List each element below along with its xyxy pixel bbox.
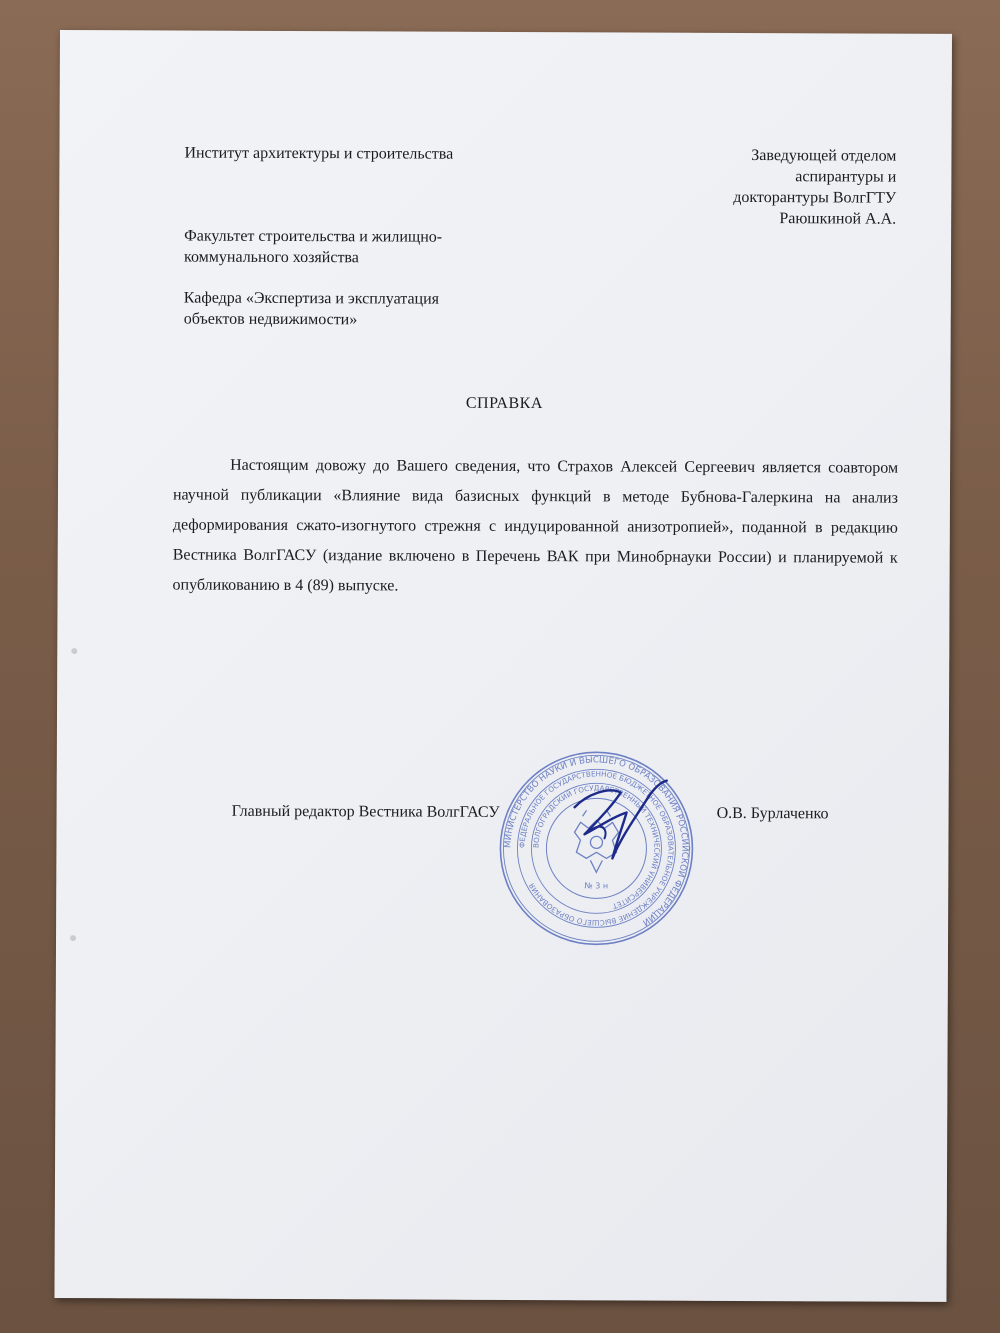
- org-department-line-1: Кафедра «Экспертиза и эксплуатация: [183, 289, 440, 308]
- handwritten-signature: [556, 772, 676, 873]
- org-faculty-line-1: Факультет строительства и жилищно-: [184, 227, 443, 246]
- addressee-line: Раюшкиной А.А.: [779, 210, 897, 228]
- org-faculty-line-2: коммунального хозяйства: [183, 248, 359, 267]
- addressee-line: Заведующей отделом: [751, 147, 897, 165]
- addressee-line: докторантуры ВолгГТУ: [733, 188, 897, 207]
- signatory-name: О.В. Бурлаченко: [716, 804, 829, 823]
- punch-hole: [71, 648, 77, 654]
- stamp-number: № 3 н: [584, 881, 609, 891]
- body-paragraph: Настоящим довожу до Вашего сведения, что Страхов Алексей Сергеевич является соавтором научной публикации «Влияние вида базисных функций в методе Бубнова-Галеркина на анализ деформирования сжато-изогнутого стрежня с индуцированной анизотропией», поданной в редакцию Вестника ВолгГАСУ (издание включено в Перечень ВАК при Минобрнауки России) и планируемой к опубликованию в 4 (89) выпуске.: [172, 456, 899, 595]
- document-title: СПРАВКА: [465, 394, 543, 413]
- org-institute: Институт архитектуры и строительства: [184, 144, 454, 163]
- document-page: [54, 30, 952, 1302]
- org-department-line-2: объектов недвижимости»: [183, 310, 358, 329]
- addressee-block: [733, 145, 896, 230]
- punch-hole: [70, 935, 76, 941]
- stamp-outer-text: МИНИСТЕРСТВО НАУКИ И ВЫСШЕГО ОБРАЗОВАНИЯ РОССИЙСКОЙ ФЕДЕРАЦИИ: [503, 755, 690, 928]
- addressee-line: аспирантуры и: [795, 168, 897, 186]
- stamp-middle-text: ФЕДЕРАЛЬНОЕ ГОСУДАРСТВЕННОЕ БЮДЖЕТНОЕ ОБРАЗОВАТЕЛЬНОЕ УЧРЕЖДЕНИЕ ВЫСШЕГО ОБРАЗОВАНИЯ: [517, 769, 676, 928]
- signatory-role: Главный редактор Вестника ВолгГАСУ: [231, 802, 500, 821]
- stamp-inner-text: ВОЛГОГРАДСКИЙ ГОСУДАРСТВЕННЫЙ ТЕХНИЧЕСКИЙ УНИВЕРСИТЕТ: [531, 783, 662, 911]
